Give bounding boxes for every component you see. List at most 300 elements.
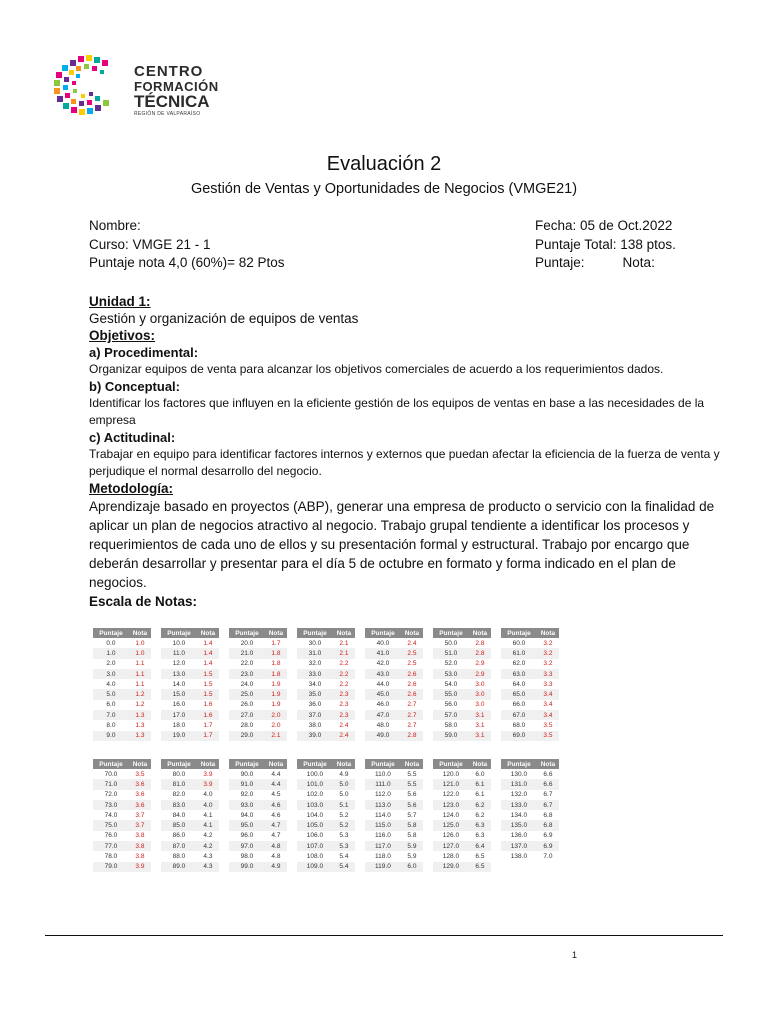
puntaje-cell: 137.0 [501,841,537,851]
table-row [433,659,491,669]
nota-cell: 1.8 [265,669,287,679]
nota-cell: 6.2 [469,800,491,810]
grade-table [161,759,219,872]
puntaje-cell: 135.0 [501,820,537,830]
nota-cell: 2.2 [333,659,355,669]
table-row [161,689,219,699]
table-row [93,862,151,872]
puntaje-cell: 106.0 [297,831,333,841]
table-row [501,720,559,730]
nota-cell: 1.7 [265,638,287,648]
puntaje-cell: 85.0 [161,820,197,830]
table-row [161,831,219,841]
puntaje-cell: 45.0 [365,689,401,699]
nota-cell: 1.0 [129,648,151,658]
puntaje-cell: 54.0 [433,679,469,689]
puntaje-cell: 109.0 [297,862,333,872]
nota-cell: 2.1 [265,731,287,741]
nota-cell: 5.5 [401,779,423,789]
puntaje-cell: 66.0 [501,700,537,710]
table-row [297,669,355,679]
document-body [89,293,729,611]
nota-cell: 6.7 [537,790,559,800]
nota-cell: 4.3 [197,851,219,861]
nota-column-header: Nota [129,628,151,638]
table-row [433,841,491,851]
table-row [365,710,423,720]
table-row [229,669,287,679]
puntaje-column-header: Puntaje [365,759,401,769]
grade-table [297,759,355,872]
table-row [93,638,151,648]
grade-table-header [433,628,491,638]
puntaje-cell: 123.0 [433,800,469,810]
nota-cell: 3.7 [129,810,151,820]
table-row [433,779,491,789]
nota-cell: 4.2 [197,841,219,851]
puntaje-cell: 90.0 [229,769,265,779]
nota-cell: 6.3 [469,820,491,830]
nota-cell: 4.6 [265,800,287,810]
puntaje-cell: 65.0 [501,689,537,699]
table-row [433,731,491,741]
table-row [297,800,355,810]
logo-line-3: TÉCNICA [134,92,210,111]
puntaje-cell: 67.0 [501,710,537,720]
table-row [229,820,287,830]
nota-cell: 3.2 [537,638,559,648]
puntaje-cell: 17.0 [161,710,197,720]
table-row [433,851,491,861]
table-row [229,720,287,730]
nota-cell: 4.0 [197,800,219,810]
table-row [433,710,491,720]
document-subtitle: Gestión de Ventas y Oportunidades de Negocios (VMGE21) [190,181,578,197]
logo [48,52,248,116]
table-row [365,862,423,872]
table-row [433,720,491,730]
puntaje-cell: 79.0 [93,862,129,872]
nota-cell: 5.3 [333,841,355,851]
nota-cell: 3.2 [537,659,559,669]
table-row [365,638,423,648]
table-row [297,638,355,648]
nota-cell: 2.4 [333,720,355,730]
document-title: Evaluación 2 [326,153,442,175]
nota-cell: 5.1 [333,800,355,810]
table-row [501,831,559,841]
puntaje-column-header: Puntaje [297,628,333,638]
puntaje-cell: 131.0 [501,779,537,789]
table-row [365,820,423,830]
puntaje-column-header: Puntaje [161,759,197,769]
puntaje-cell: 124.0 [433,810,469,820]
puntaje-cell: 7.0 [93,710,129,720]
puntaje-cell: 43.0 [365,669,401,679]
nota-cell: 1.5 [197,669,219,679]
puntaje-cell: 10.0 [161,638,197,648]
puntaje-cell: 73.0 [93,800,129,810]
objetivos-heading: Objetivos: [89,328,156,343]
objetivo-a-text: Organizar equipos de venta para alcanzar los objetivos comerciales de acuerdo a los requerimientos dados. [89,362,664,376]
grade-table-header [501,628,559,638]
grade-table-header [501,759,559,769]
puntaje-column-header: Puntaje [501,628,537,638]
puntaje-cell: 127.0 [433,841,469,851]
puntaje-cell: 48.0 [365,720,401,730]
table-row [365,831,423,841]
puntaje-cell: 57.0 [433,710,469,720]
puntaje-cell: 18.0 [161,720,197,730]
puntaje-cell: 80.0 [161,769,197,779]
grade-table-header [229,628,287,638]
nota-cell: 4.2 [197,831,219,841]
table-row [161,790,219,800]
puntaje-cell: 89.0 [161,862,197,872]
nota-cell: 2.5 [401,648,423,658]
nota-cell: 1.8 [265,648,287,658]
table-row [501,638,559,648]
curso-label: Curso: VMGE 21 - 1 [89,236,211,252]
nota-cell: 2.8 [401,731,423,741]
table-row [93,659,151,669]
table-row [93,689,151,699]
nota-cell: 2.7 [401,720,423,730]
nota-cell: 1.5 [197,679,219,689]
logo-text [134,64,219,117]
grade-table-header [93,759,151,769]
puntaje-cell: 50.0 [433,638,469,648]
nota-cell: 6.0 [469,769,491,779]
nota-cell: 3.1 [469,720,491,730]
puntaje-cell: 29.0 [229,731,265,741]
grade-table-header [229,759,287,769]
table-row [93,810,151,820]
puntaje-cell: 56.0 [433,700,469,710]
table-row [93,700,151,710]
nota-cell: 4.1 [197,820,219,830]
puntaje-cell: 59.0 [433,731,469,741]
nota-cell: 5.3 [333,831,355,841]
table-row [501,820,559,830]
nombre-label: Nombre: [89,218,141,233]
nota-cell: 3.9 [197,779,219,789]
puntaje-cell: 8.0 [93,720,129,730]
puntaje-cell: 108.0 [297,851,333,861]
nota-cell: 3.4 [537,689,559,699]
puntaje-cell: 5.0 [93,689,129,699]
table-row [161,679,219,689]
nota-cell: 6.5 [469,862,491,872]
objetivo-a-label: a) Procedimental: [89,345,199,360]
nota-cell: 5.0 [333,790,355,800]
puntaje-cell: 129.0 [433,862,469,872]
nota-cell: 3.5 [129,769,151,779]
table-row [297,769,355,779]
table-row [161,731,219,741]
table-row [433,862,491,872]
table-row [433,689,491,699]
puntaje-cell: 102.0 [297,790,333,800]
nota-cell: 2.3 [333,689,355,699]
nota-cell: 2.2 [333,669,355,679]
puntaje-column-header: Puntaje [365,628,401,638]
puntaje-column-header: Puntaje [433,628,469,638]
nota-cell: 3.4 [537,710,559,720]
table-row [161,800,219,810]
nota-cell: 3.6 [129,800,151,810]
puntaje-cell: 111.0 [365,779,401,789]
puntaje-cell: 119.0 [365,862,401,872]
puntaje-cell: 121.0 [433,779,469,789]
table-row [297,679,355,689]
nota-cell: 3.0 [469,679,491,689]
table-row [229,831,287,841]
puntaje-cell: 82.0 [161,790,197,800]
table-row [229,790,287,800]
table-row [501,710,559,720]
nota-cell: 1.3 [129,710,151,720]
puntaje-cell: 2.0 [93,659,129,669]
nota-cell: 6.8 [537,820,559,830]
nota-cell: 3.3 [537,669,559,679]
nota-cell: 4.4 [265,779,287,789]
nota-cell: 1.3 [129,731,151,741]
nota-cell: 2.7 [401,710,423,720]
table-row [297,790,355,800]
nota-cell: 3.8 [129,841,151,851]
table-row [297,720,355,730]
puntaje-cell: 13.0 [161,669,197,679]
puntaje-cell: 32.0 [297,659,333,669]
nota-cell: 1.2 [129,689,151,699]
nota-cell: 3.9 [129,862,151,872]
nota-cell: 1.8 [265,659,287,669]
nota-cell: 3.5 [537,731,559,741]
nota-cell: 4.6 [265,810,287,820]
nota-cell: 7.0 [537,851,559,861]
table-row [501,851,559,861]
nota-cell: 1.0 [129,638,151,648]
table-row [297,820,355,830]
table-row [501,700,559,710]
table-row [93,648,151,658]
puntaje-cell: 91.0 [229,779,265,789]
table-row [93,731,151,741]
nota-cell: 6.6 [537,769,559,779]
objetivo-b-text: Identificar los factores que influyen en la eficiente gestión de los equipos de ventas en base a las necesidades de la empresa [89,396,705,427]
nota-cell: 2.0 [265,720,287,730]
puntaje-cell: 37.0 [297,710,333,720]
puntaje-cell: 30.0 [297,638,333,648]
nota-cell: 1.6 [197,710,219,720]
puntaje-cell: 58.0 [433,720,469,730]
puntaje-column-header: Puntaje [297,759,333,769]
nota-cell: 5.0 [333,779,355,789]
grade-table-header [365,759,423,769]
table-row [161,810,219,820]
unidad-text: Gestión y organización de equipos de ventas [89,311,359,326]
table-row [93,679,151,689]
nota-cell: 2.0 [265,710,287,720]
table-row [229,779,287,789]
unidad-heading: Unidad 1: [89,294,151,309]
puntaje-cell: 72.0 [93,790,129,800]
nota-column-header: Nota [197,759,219,769]
nota-label: Nota: [622,255,655,270]
table-row [161,720,219,730]
nota-cell: 6.1 [469,790,491,800]
nota-cell: 4.7 [265,820,287,830]
nota-cell: 5.8 [401,831,423,841]
nota-cell: 5.2 [333,820,355,830]
puntaje-cell: 70.0 [93,769,129,779]
puntaje-cell: 69.0 [501,731,537,741]
table-row [229,638,287,648]
table-row [161,769,219,779]
grade-table [365,628,423,741]
metodologia-text: Aprendizaje basado en proyectos (ABP), generar una empresa de producto o servicio con la finalidad de aplicar un plan de negocios atractivo al negocio. Trabajo grupal tendiente a identificar los procesos y requerimientos de cada uno de ellos y su presentación formal y estructural. Trabajo por encargo que deberán desarrollar y presentar para el día 5 de octubre en formato y forma indicado en el plan de negocios. [89,499,715,590]
table-row [365,700,423,710]
nota-column-header: Nota [469,628,491,638]
nota-cell: 4.5 [265,790,287,800]
table-row [501,810,559,820]
table-row [433,820,491,830]
puntaje-column-header: Puntaje [93,628,129,638]
table-row [93,779,151,789]
puntaje-cell: 120.0 [433,769,469,779]
nota-cell: 2.7 [401,700,423,710]
table-row [365,648,423,658]
puntaje-cell: 64.0 [501,679,537,689]
puntaje-cell: 53.0 [433,669,469,679]
table-row [501,769,559,779]
nota-cell: 1.4 [197,638,219,648]
nota-cell: 6.3 [469,831,491,841]
puntaje-cell: 63.0 [501,669,537,679]
table-row [229,800,287,810]
table-row [365,659,423,669]
nota-cell: 1.9 [265,679,287,689]
puntaje-column-header: Puntaje [229,628,265,638]
puntaje-cell: 46.0 [365,700,401,710]
table-row [365,731,423,741]
puntaje-cell: 117.0 [365,841,401,851]
puntaje-cell: 14.0 [161,679,197,689]
nota-cell: 1.9 [265,700,287,710]
nota-cell: 2.6 [401,669,423,679]
puntaje-cell: 132.0 [501,790,537,800]
nota-cell: 3.6 [129,779,151,789]
puntaje-cell: 62.0 [501,659,537,669]
table-row [93,800,151,810]
grade-table [433,759,491,872]
puntaje-total-label: Puntaje Total: 138 ptos. [535,236,676,252]
table-row [161,669,219,679]
table-row [501,779,559,789]
table-row [365,769,423,779]
puntaje-cell: 93.0 [229,800,265,810]
nota-cell: 2.1 [333,638,355,648]
table-row [501,659,559,669]
puntaje-cell: 34.0 [297,679,333,689]
table-row [365,790,423,800]
table-row [433,700,491,710]
puntaje-cell: 105.0 [297,820,333,830]
nota-column-header: Nota [401,759,423,769]
puntaje-cell: 26.0 [229,700,265,710]
nota-cell: 6.0 [401,862,423,872]
logo-line-2: FORMACIÓN [134,79,219,94]
nota-column-header: Nota [265,759,287,769]
table-row [501,679,559,689]
grade-table-header [433,759,491,769]
puntaje-cell: 104.0 [297,810,333,820]
nota-cell: 4.8 [265,851,287,861]
table-row [433,638,491,648]
puntaje-cell: 122.0 [433,790,469,800]
table-row [297,689,355,699]
nota-column-header: Nota [537,628,559,638]
table-row [93,841,151,851]
nota-cell: 4.3 [197,862,219,872]
puntaje-cell: 51.0 [433,648,469,658]
nota-cell: 3.0 [469,689,491,699]
grade-table [365,759,423,872]
table-row [365,810,423,820]
table-row [229,659,287,669]
logo-line-4: REGIÓN DE VALPARAÍSO [134,111,201,117]
table-row [297,700,355,710]
puntaje-cell: 128.0 [433,851,469,861]
puntaje-column-header: Puntaje [501,759,537,769]
nota-column-header: Nota [333,759,355,769]
table-row [297,841,355,851]
puntaje-cell: 35.0 [297,689,333,699]
puntaje-label: Puntaje: [535,255,585,270]
puntaje-cell: 110.0 [365,769,401,779]
table-row [501,800,559,810]
nota-cell: 5.9 [401,851,423,861]
table-row [161,659,219,669]
nota-cell: 2.5 [401,659,423,669]
nota-cell: 5.6 [401,790,423,800]
table-row [433,810,491,820]
table-row [501,648,559,658]
table-row [229,731,287,741]
puntaje-cell: 113.0 [365,800,401,810]
puntaje-cell: 28.0 [229,720,265,730]
table-row [433,648,491,658]
nota-cell: 2.2 [333,679,355,689]
puntaje-cell: 94.0 [229,810,265,820]
metodologia-heading: Metodología: [89,481,173,496]
puntaje-cell: 68.0 [501,720,537,730]
table-row [433,669,491,679]
table-row [93,710,151,720]
table-row [297,731,355,741]
nota-cell: 3.1 [469,731,491,741]
puntaje-cell: 16.0 [161,700,197,710]
table-row [297,648,355,658]
table-row [229,710,287,720]
puntaje-cell: 99.0 [229,862,265,872]
puntaje-cell: 19.0 [161,731,197,741]
puntaje-cell: 107.0 [297,841,333,851]
puntaje-cell: 88.0 [161,851,197,861]
puntaje-cell: 60.0 [501,638,537,648]
table-row [93,820,151,830]
